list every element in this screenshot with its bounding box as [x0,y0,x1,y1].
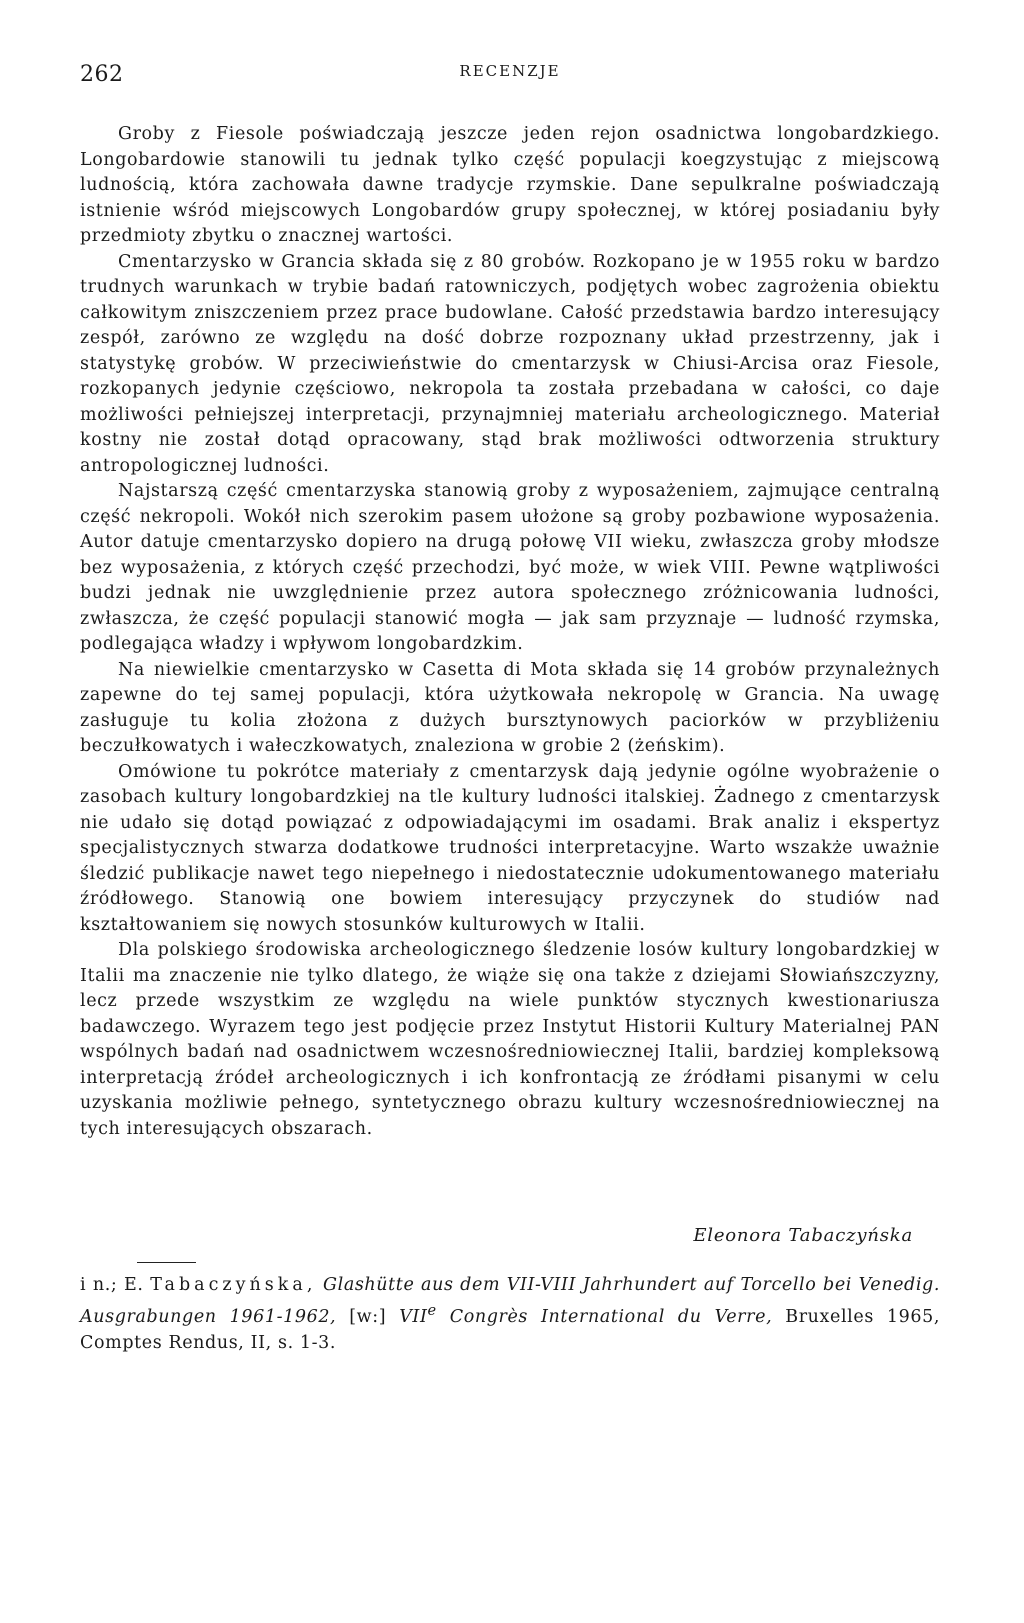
footnote-congress-sup: e [427,1302,437,1319]
paragraph-polish-research: Dla polskiego środowiska archeologicznego śledzenie losów kultury longobardzkiej w Italii ma znaczenie nie tylko dlatego, że wiąże się ona także z dziejami Słowiańszczyzny, lecz przede wszystkim ze względu na wiele punktów stycznych kwestionariusza badawczego. Wyrazem tego jest podjęcie przez Instytut Historii Kultury Materialnej PAN wspólnych badań nad osadnictwem wczesnośredniowiecznej Italii, bardziej kompleksową interpretacją źródeł archeologicznych i ich konfrontacją ze źródłami pisanymi w celu uzyskania możliwie pełnego, syntetycznego obrazu kultury wczesnośredniowiecznej na tych interesujących obszarach. [80,940,940,1139]
footnote-author: Tabaczyńska, [150,1275,317,1295]
footnote-divider [137,1262,196,1263]
paragraph-grancia: Cmentarzysko w Grancia składa się z 80 grobów. Rozkopano je w 1955 roku w bardzo trudnych warunkach w trybie badań ratowniczych, podjętych wobec zagrożenia obiektu całkowitym zniszczeniem przez prace budowlane. Całość przedstawia bardzo interesujący zespół, zarówno ze względu na dość dobrze rozpoznany układ przestrzenny, jak i statystykę grobów. W przeciwieństwie do cmentarzysk w Chiusi-Arcisa oraz Fiesole, rozkopanych jedynie częściowo, nekropola ta została przebadana w całości, co daje możliwości pełniejszej interpretacji, przynajmniej materiału archeologicznego. Materiał kostny nie został dotąd opracowany, stąd brak możliwości odtworzenia struktury antropologicznej ludności. [80,251,940,476]
page-header [80,60,940,96]
author-signature: Eleonora Tabaczyńska [693,1225,913,1246]
footnote-title: Glashütte aus dem VII-VIII Jahrhundert auf Torcello bei Venedig. Ausgrabungen 1961-1962, [80,1275,940,1327]
footnote-congress-ordinal: VII [399,1306,428,1327]
footnote-lead: i n.; E. [80,1275,144,1295]
footnote-tail: Bruxelles 1965, Comptes Rendus, II, s. 1-3. [80,1306,941,1353]
footnote-congress-name: Congrès International du Verre, [449,1306,773,1327]
footnote-in: [w:] [349,1306,387,1327]
paragraph-summary: Omówione tu pokrótce materiały z cmentarzysk dają jedynie ogólne wyobrażenie o zasobach kultury longobardzkiej na tle kultury ludności italskiej. Żadnego z cmentarzysk nie udało się dotąd powiązać z odpowiadającymi im osadami. Brak analiz i ekspertyz specjalistycznych stwarza dodatkowe trudności interpretacyjne. Warto wszakże uważnie śledzić publikacje nawet tego niepełnego i niedostatecznie udokumentowanego materiału źródłowego. Stanowią one bowiem interesujący przyczynek do studiów nad kształtowaniem się nowych stosunków kulturowych w Italii. [80,761,940,935]
running-head: RECENZJE [459,62,561,80]
paragraph-casetta-di-mota: Na niewielkie cmentarzysko w Casetta di Mota składa się 14 grobów przynależnych zapewne do tej samej populacji, która użytkowała nekropolę w Grancia. Na uwagę zasługuje tu kolia złożona z dużych bursztynowych paciorków w przybliżeniu beczułkowatych i wałeczkowatych, znaleziona w grobie 2 (żeńskim). [80,659,940,756]
review-body [80,122,940,1142]
footnote [80,1272,940,1356]
paragraph-fiesole: Groby z Fiesole poświadczają jeszcze jeden rejon osadnictwa longobardzkiego. Longobardowie stanowili tu jednak tylko część populacji koegzystując z miejscową ludnością, która zachowała dawne tradycje rzymskie. Dane sepulkralne poświadczają istnienie wśród miejscowych Longobardów grupy społecznej, w której posiadaniu były przedmioty zbytku o znacznej wartości. [80,124,940,246]
page-number: 262 [80,62,124,87]
paragraph-chronology: Najstarszą część cmentarzyska stanowią groby z wyposażeniem, zajmujące centralną część nekropoli. Wokół nich szerokim pasem ułożone są groby pozbawione wyposażenia. Autor datuje cmentarzysko dopiero na drugą połowę VII wieku, zwłaszcza groby młodsze bez wyposażenia, z których część przechodzi, być może, w wiek VIII. Pewne wątpliwości budzi jednak nie uwzględnienie przez autora społecznego zróżnicowania ludności, zwłaszcza, że część populacji stanowić mogła — jak sam przyznaje — ludność rzymska, podlegająca władzy i wpływom longobardzkim. [80,481,940,654]
